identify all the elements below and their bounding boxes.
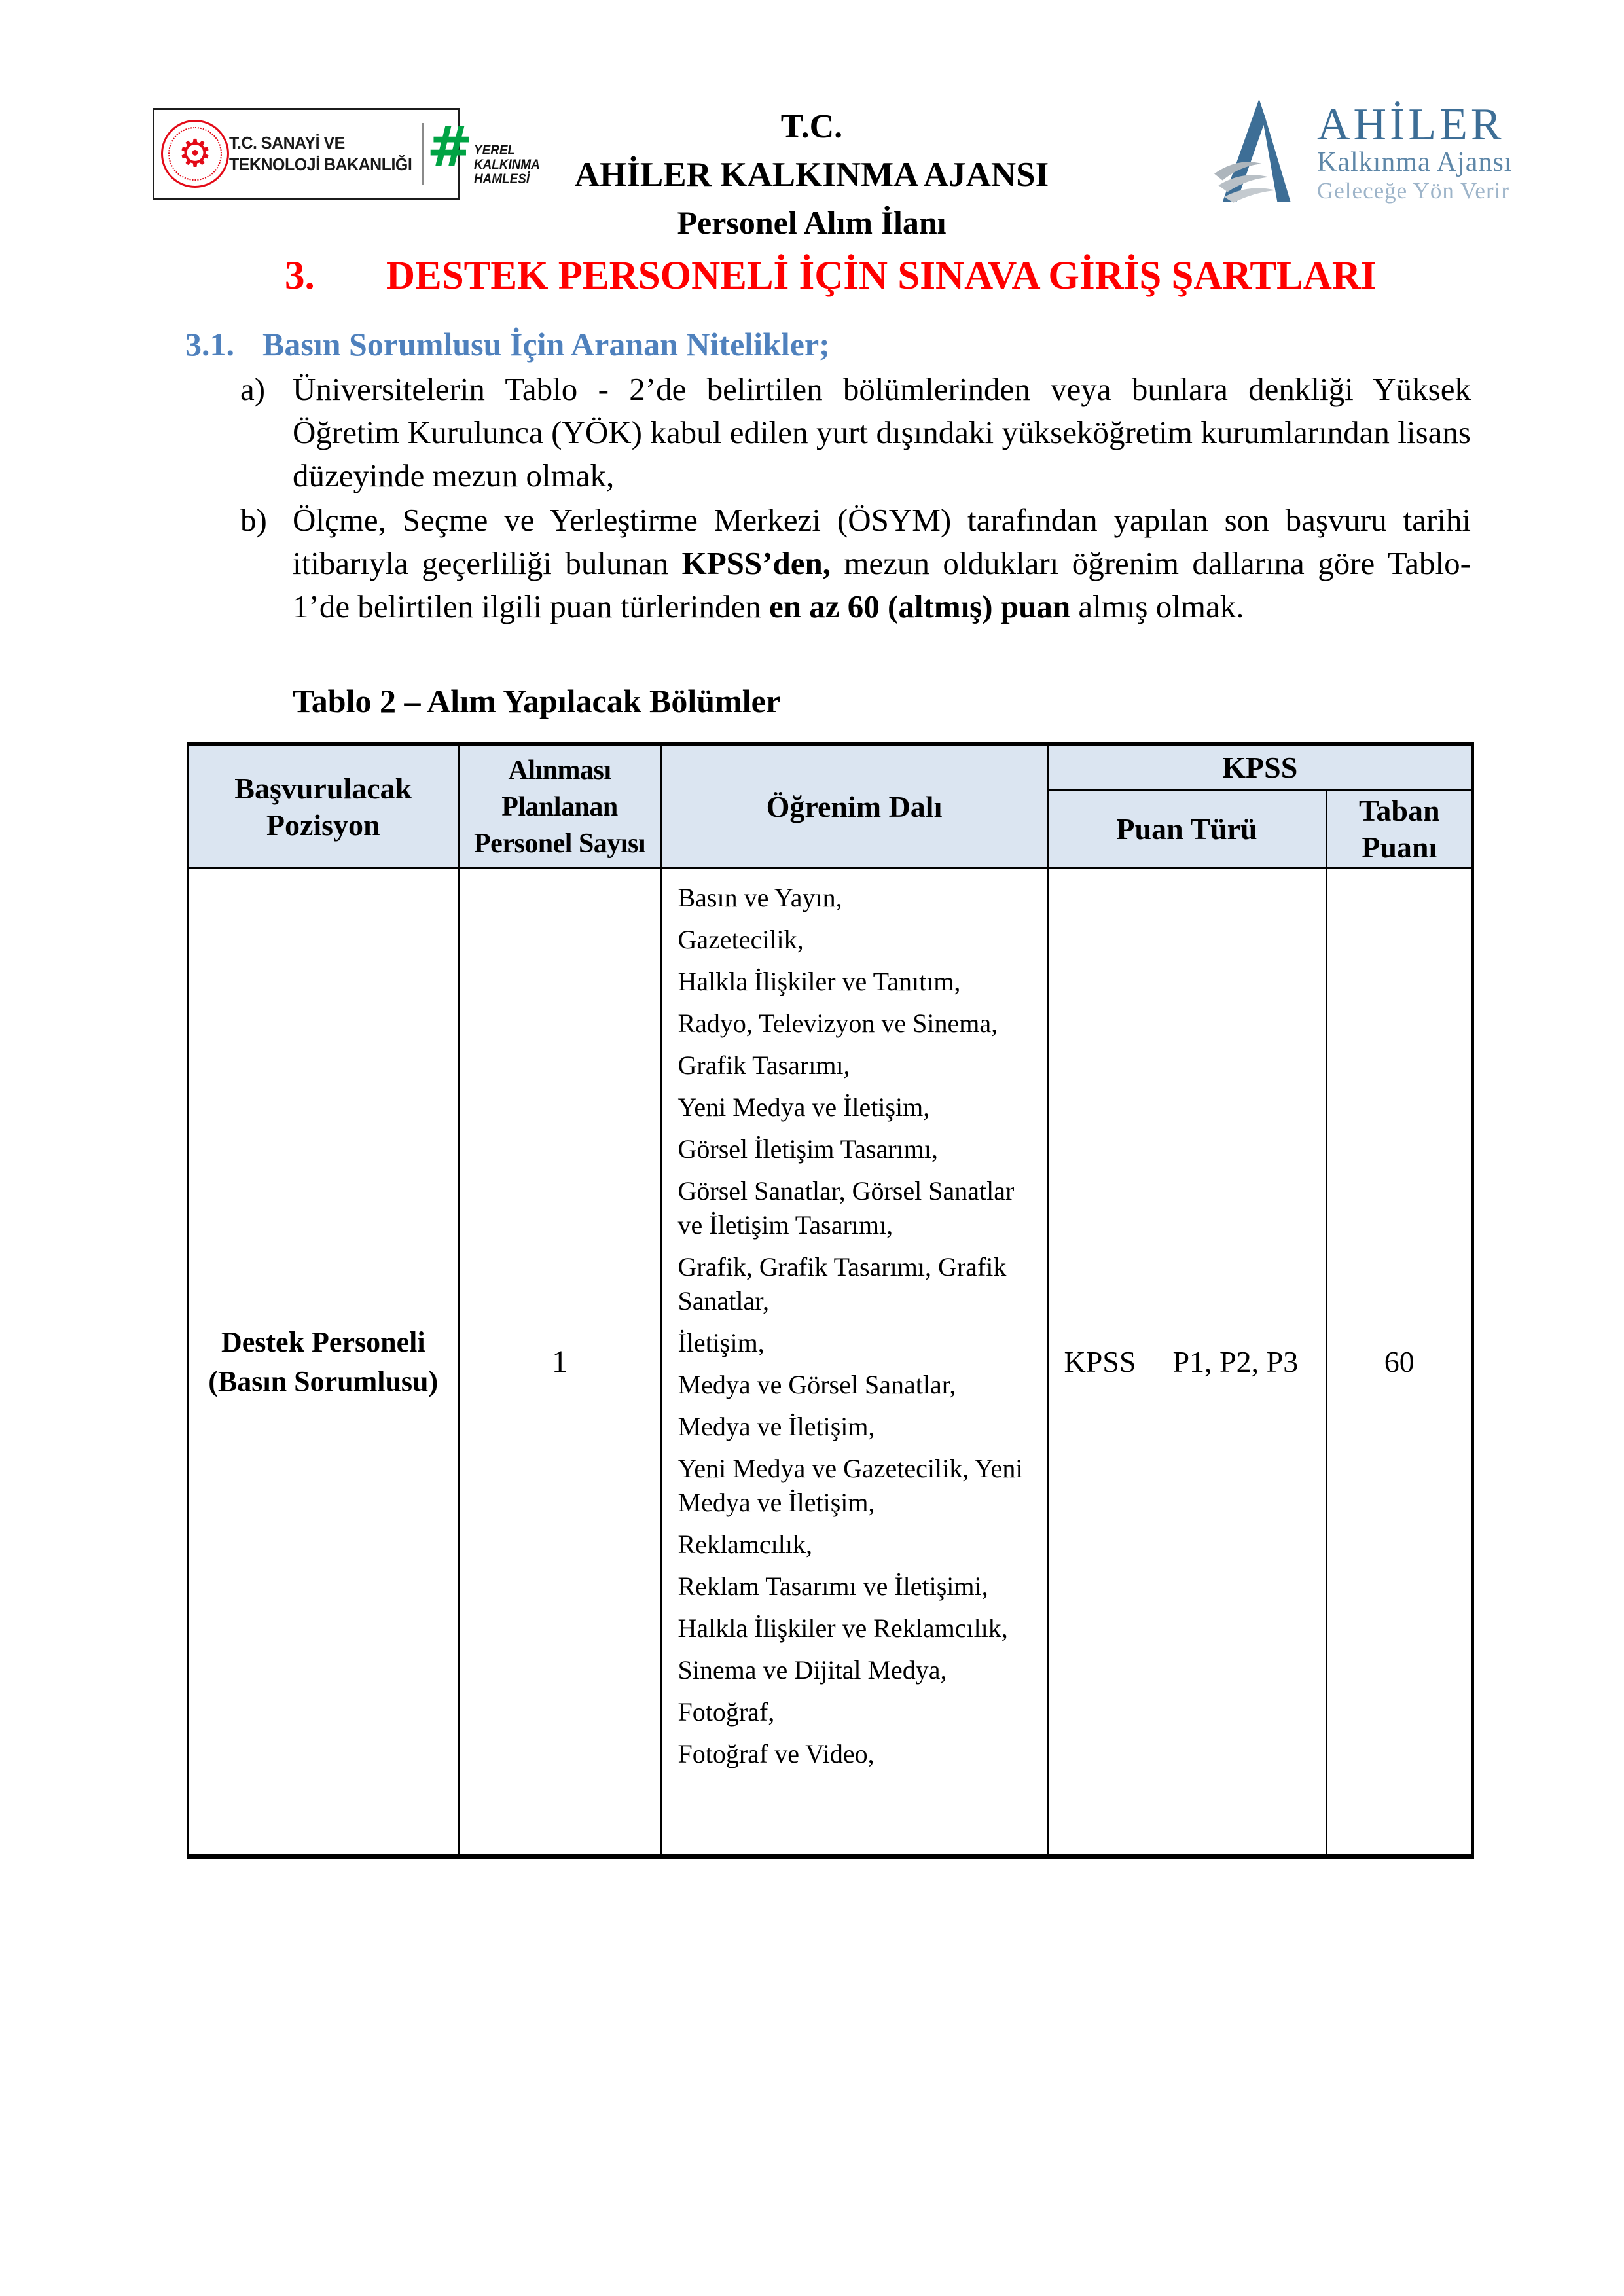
ministry-logo-box xyxy=(153,108,541,200)
program-item: Yeni Medya ve İletişim, xyxy=(677,1092,930,1122)
subsection-title: Basın Sorumlusu İçin Aranan Nitelikler; xyxy=(262,326,830,363)
program-item: Yeni Medya ve Gazetecilik, Yeni Medya ve İletişim, xyxy=(677,1454,1023,1517)
cell-count: 1 xyxy=(458,869,661,1857)
program-item: İletişim, xyxy=(677,1328,765,1357)
score-type-value: P1, P2, P3 xyxy=(1172,1345,1299,1378)
agency-logo-subtitle: Kalkınma Ajansı xyxy=(1317,147,1513,177)
table-header xyxy=(188,744,1473,869)
campaign-line3: HAMLESİ xyxy=(474,171,530,187)
ministry-emblem-icon xyxy=(161,120,229,188)
ahiler-logo-icon xyxy=(1211,96,1310,206)
subsection-number: 3.1. xyxy=(185,326,234,363)
document-title-block xyxy=(458,103,1165,246)
title-agency: AHİLER KALKINMA AJANSI xyxy=(574,156,1049,194)
requirements-list xyxy=(240,368,1471,630)
item-marker: b) xyxy=(240,502,267,538)
program-item: Basın ve Yayın, xyxy=(677,883,842,912)
program-item: Medya ve Görsel Sanatlar, xyxy=(677,1370,956,1399)
requirement-text-bold-score: en az 60 (altmış) puan xyxy=(769,588,1071,624)
item-marker: a) xyxy=(240,371,266,407)
header-min-score: Taban Puanı xyxy=(1326,790,1473,869)
logo-divider xyxy=(422,123,424,185)
header-study-field: Öğrenim Dalı xyxy=(661,744,1047,869)
score-type-label: KPSS xyxy=(1064,1345,1136,1378)
program-item: Gazetecilik, xyxy=(677,925,804,954)
cell-min-score: 60 xyxy=(1326,869,1473,1857)
requirement-text-mid: mezun oldukları öğrenim dallarına göre Tablo-1’de belirtilen ilgili puan türlerinden xyxy=(293,545,1471,624)
table-title: Tablo 2 – Alım Yapılacak Bölümler xyxy=(293,683,781,719)
section-title: DESTEK PERSONELİ İÇİN SINAVA GİRİŞ ŞARTLARI xyxy=(386,254,1377,298)
ministry-name-line2: TEKNOLOJİ BAKANLIĞI xyxy=(229,154,412,174)
hashtag-icon: # xyxy=(426,115,473,179)
recruitment-table xyxy=(187,742,1474,1859)
agency-logo xyxy=(1211,96,1512,206)
header-kpss: KPSS xyxy=(1047,744,1473,790)
program-item: Fotoğraf ve Video, xyxy=(677,1739,875,1768)
cell-programs xyxy=(661,869,1047,1857)
program-item: Grafik Tasarımı, xyxy=(677,1050,850,1080)
program-item: Halkla İlişkiler ve Reklamcılık, xyxy=(677,1613,1008,1643)
program-item: Fotoğraf, xyxy=(677,1697,775,1727)
requirement-text-bold-kpss: KPSS’den, xyxy=(681,545,831,581)
requirement-item-b xyxy=(240,499,1471,628)
requirement-text-post: almış olmak. xyxy=(1070,588,1244,624)
table-row xyxy=(188,869,1473,1857)
program-item: Medya ve İletişim, xyxy=(677,1412,875,1441)
table-body xyxy=(188,869,1473,1857)
subsection-heading xyxy=(185,326,830,363)
cell-score-type xyxy=(1047,869,1326,1857)
ministry-name xyxy=(229,132,412,175)
campaign-line1: YEREL xyxy=(474,143,516,158)
agency-logo-name: AHİLER xyxy=(1317,99,1505,150)
cell-position: Destek Personeli (Basın Sorumlusu) xyxy=(188,869,458,1857)
program-item: Sinema ve Dijital Medya, xyxy=(677,1655,947,1685)
title-tc: T.C. xyxy=(780,108,843,145)
program-item: Reklam Tasarımı ve İletişimi, xyxy=(677,1571,988,1601)
program-item: Radyo, Televizyon ve Sinema, xyxy=(677,1009,998,1038)
title-announcement: Personel Alım İlanı xyxy=(677,204,947,241)
program-item: Halkla İlişkiler ve Tanıtım, xyxy=(677,967,961,996)
program-item: Reklamcılık, xyxy=(677,1530,813,1559)
header-planned-count: Alınması Planlanan Personel Sayısı xyxy=(458,744,661,869)
header-score-type: Puan Türü xyxy=(1047,790,1326,869)
program-item: Grafik, Grafik Tasarımı, Grafik Sanatlar, xyxy=(677,1252,1007,1316)
header-position: Başvurulacak Pozisyon xyxy=(188,744,458,869)
gear-icon: ⚙ xyxy=(168,127,222,181)
program-item: Görsel Sanatlar, Görsel Sanatlar ve İletişim Tasarımı, xyxy=(677,1176,1015,1240)
agency-logo-tagline: Geleceğe Yön Verir xyxy=(1317,178,1509,204)
ministry-name-line1: T.C. SANAYİ VE xyxy=(229,133,345,152)
campaign-line2: KALKINMA xyxy=(474,157,541,172)
program-item: Görsel İletişim Tasarımı, xyxy=(677,1134,938,1164)
requirement-text-pre: Ölçme, Seçme ve Yerleştirme Merkezi (ÖSYM) tarafından yapılan son başvuru tarihi itibarıyla geçerliliği bulunan xyxy=(293,502,1471,581)
requirement-item-a xyxy=(240,368,1471,497)
section-heading xyxy=(285,255,1377,297)
agency-logo-text xyxy=(1317,96,1512,204)
requirement-text: Üniversitelerin Tablo - 2’de belirtilen bölümlerinden veya bunlara denkliği Yüksek Öğretim Kurulunca (YÖK) kabul edilen yurt dışındaki yükseköğretim kurumlarından lisans düzeyinde mezun olmak, xyxy=(293,371,1471,493)
section-number: 3. xyxy=(285,254,315,298)
